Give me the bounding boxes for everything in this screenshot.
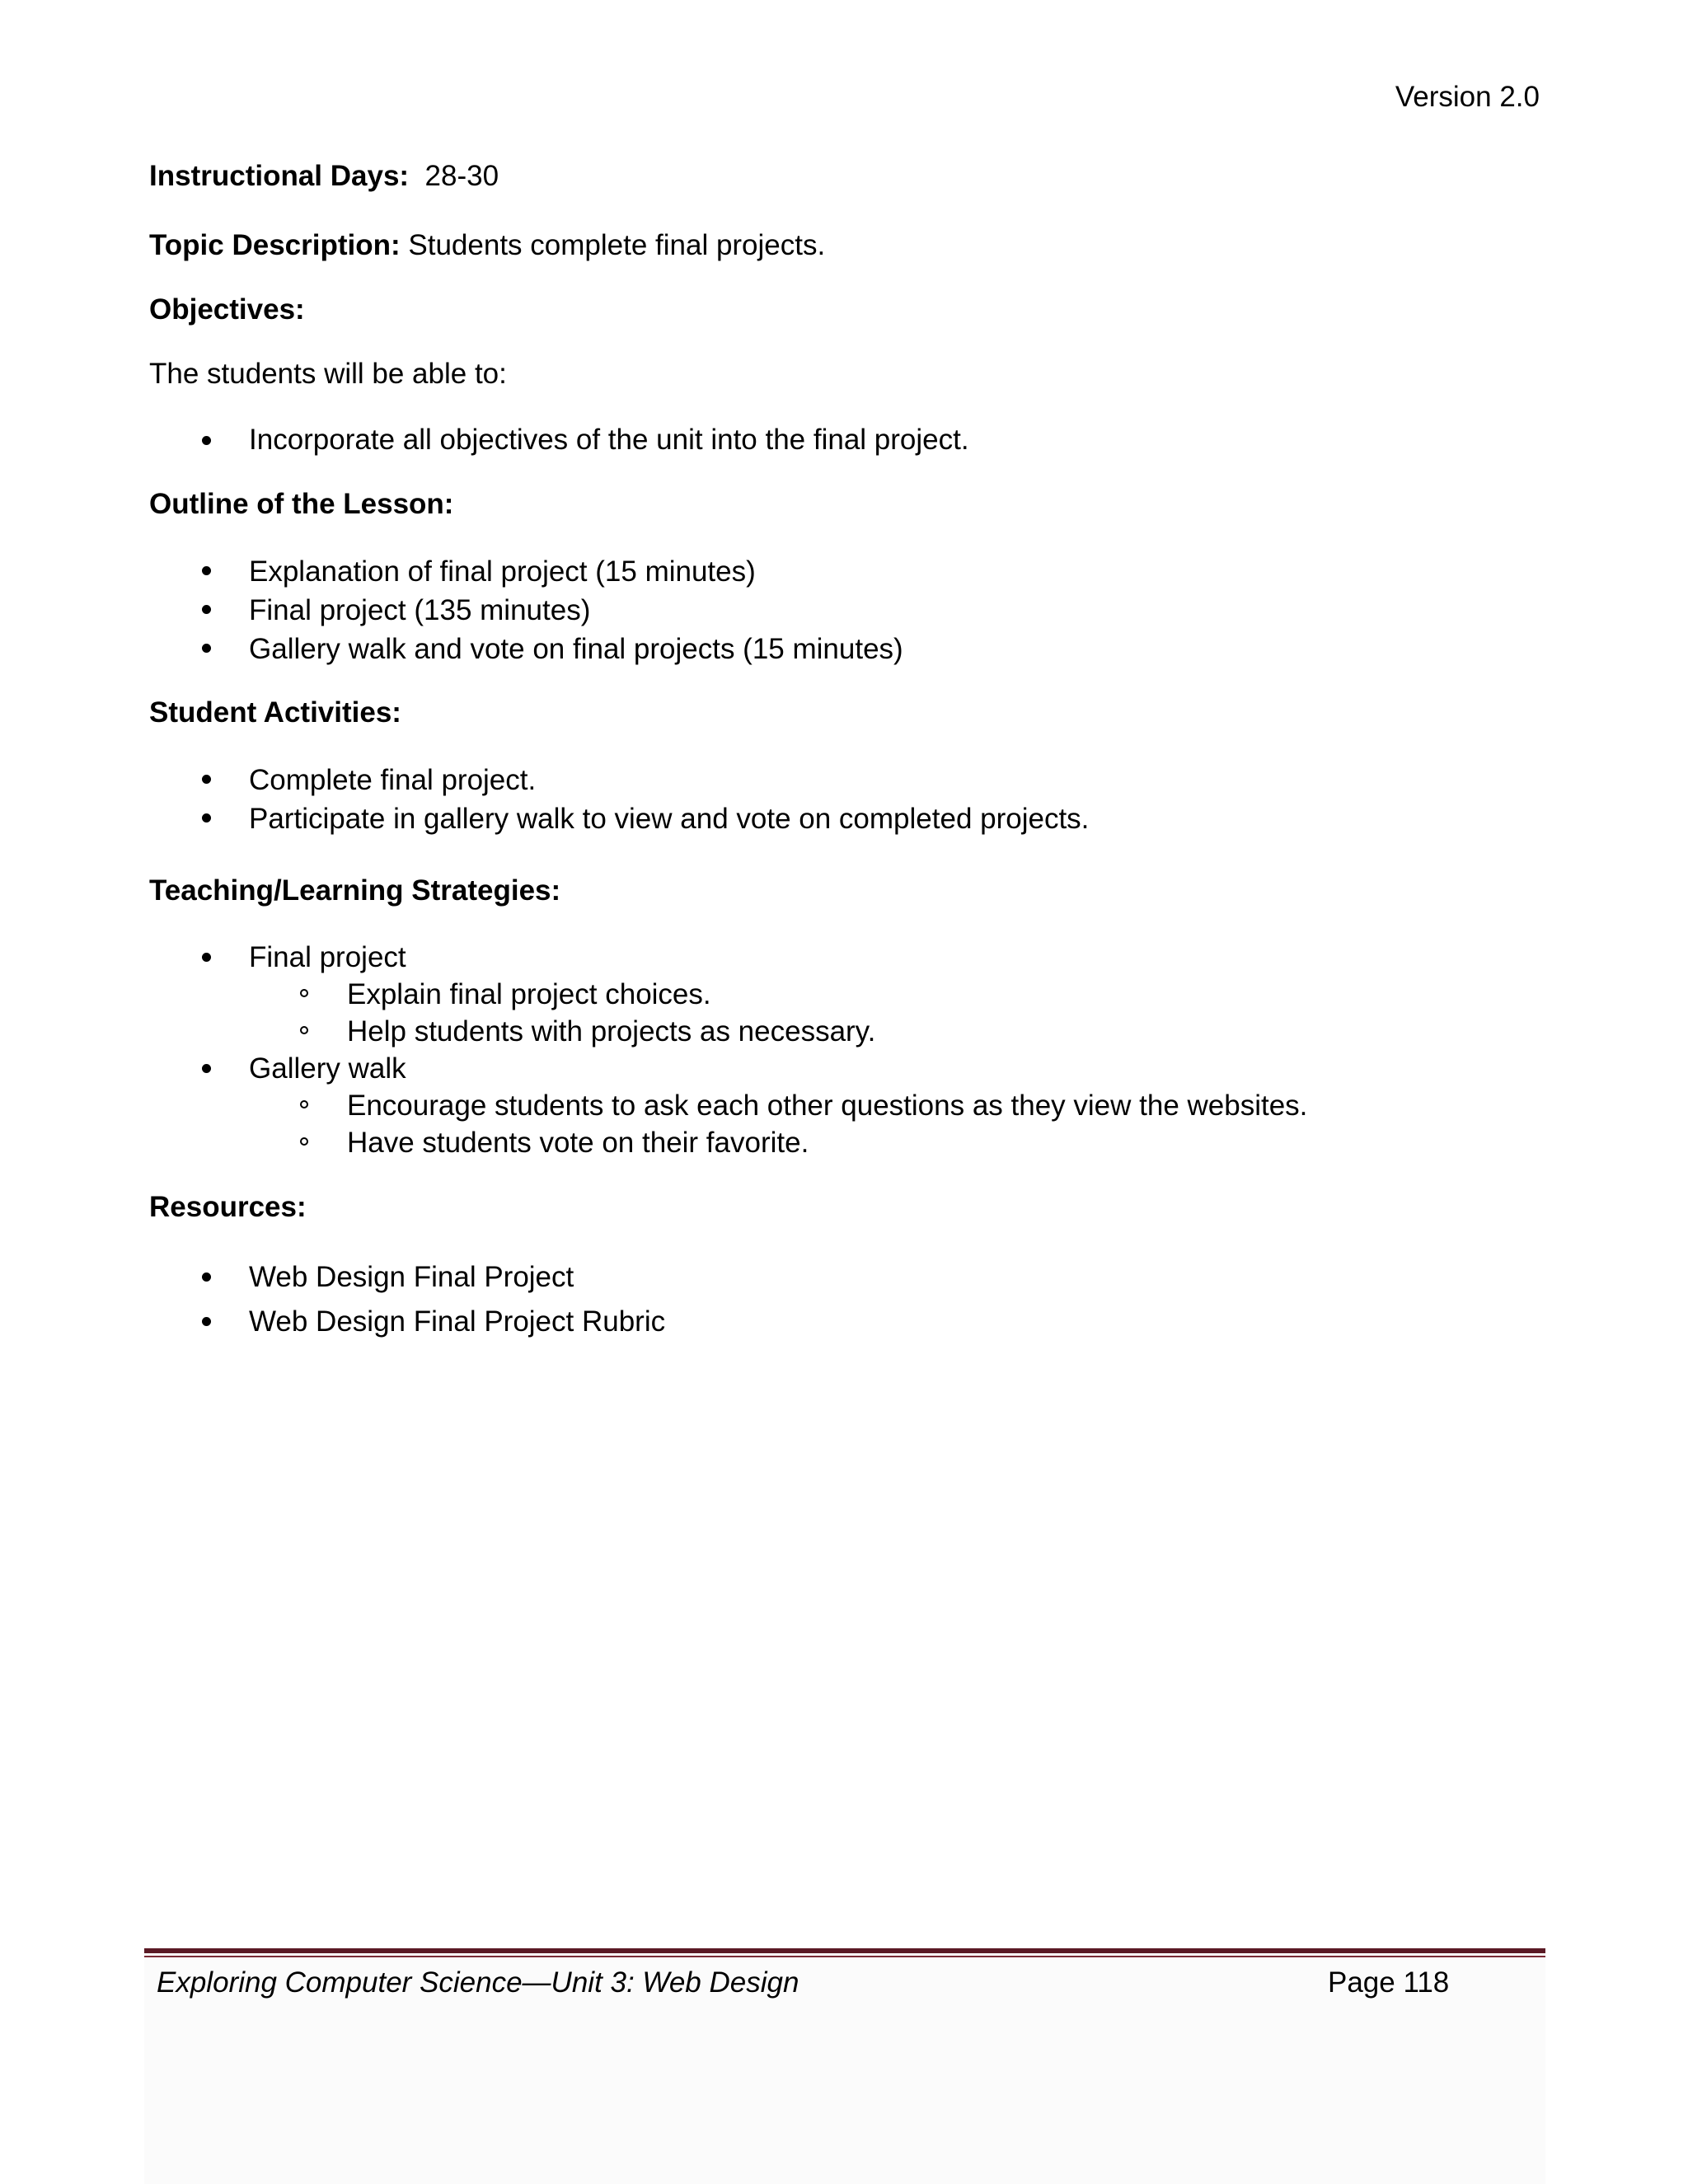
strategies-heading: Teaching/Learning Strategies: bbox=[149, 874, 561, 907]
version-label: Version 2.0 bbox=[1395, 81, 1540, 113]
sub-list-item: Encourage students to ask each other questions as they view the websites. bbox=[149, 1087, 1542, 1124]
list-item: Explanation of final project (15 minutes) bbox=[149, 552, 1542, 591]
circle-bullet-icon bbox=[300, 1026, 308, 1034]
bullet-icon bbox=[202, 436, 211, 445]
topic-description bbox=[149, 227, 1542, 264]
student-activities-heading: Student Activities: bbox=[149, 696, 401, 729]
circle-bullet-icon bbox=[300, 1137, 308, 1146]
circle-bullet-icon bbox=[300, 989, 308, 997]
sub-list bbox=[249, 1087, 1542, 1161]
topic-description-value: Students complete final projects. bbox=[408, 229, 826, 261]
student-activities-list bbox=[149, 761, 1542, 838]
instructional-days-label: Instructional Days: bbox=[149, 160, 410, 192]
bullet-icon bbox=[202, 1272, 211, 1282]
bullet-icon bbox=[202, 953, 211, 962]
page-number: Page 118 bbox=[1328, 1966, 1450, 1999]
bullet-icon bbox=[202, 605, 211, 614]
footer-title: Exploring Computer Science—Unit 3: Web Design bbox=[157, 1966, 799, 1999]
objectives-intro: The students will be able to: bbox=[149, 358, 507, 390]
bullet-icon bbox=[202, 1064, 211, 1073]
bullet-icon bbox=[202, 566, 211, 575]
list-item: Complete final project. bbox=[149, 761, 1542, 799]
bullet-icon bbox=[202, 813, 211, 823]
resources-heading: Resources: bbox=[149, 1191, 307, 1223]
sub-list-item: Explain final project choices. bbox=[149, 976, 1542, 1013]
list-item: Gallery walk Encourage students to ask each other questions as they view the websites. Have students vote on their favorite. bbox=[149, 1050, 1542, 1161]
list-item: Gallery walk and vote on final projects (15 minutes) bbox=[149, 630, 1542, 668]
sub-list-item: Help students with projects as necessary. bbox=[149, 1013, 1542, 1050]
objectives-heading: Objectives: bbox=[149, 293, 305, 326]
footer-rule-thin bbox=[144, 1956, 1545, 1957]
list-item: Participate in gallery walk to view and vote on completed projects. bbox=[149, 799, 1542, 838]
list-item: Web Design Final Project bbox=[149, 1255, 1542, 1300]
footer-rule bbox=[144, 1948, 1545, 1953]
bullet-icon bbox=[202, 775, 211, 784]
list-item: Web Design Final Project Rubric bbox=[149, 1300, 1542, 1344]
outline-list bbox=[149, 552, 1542, 668]
bullet-icon bbox=[202, 1317, 211, 1326]
topic-description-label: Topic Description: bbox=[149, 229, 401, 261]
list-item: Final project (135 minutes) bbox=[149, 591, 1542, 630]
strategies-list bbox=[149, 939, 1542, 1161]
list-item: Final project Explain final project choices. Help students with projects as necessary. bbox=[149, 939, 1542, 1050]
sub-list-item: Have students vote on their favorite. bbox=[149, 1124, 1542, 1161]
instructional-days bbox=[149, 158, 1542, 194]
circle-bullet-icon bbox=[300, 1100, 308, 1108]
resources-list bbox=[149, 1255, 1542, 1344]
list-item: Incorporate all objectives of the unit into the final project. bbox=[149, 422, 1542, 458]
lesson-content bbox=[149, 158, 1542, 1344]
bullet-icon bbox=[202, 644, 211, 653]
objectives-list bbox=[149, 422, 1542, 458]
sub-list bbox=[249, 976, 1542, 1050]
outline-heading: Outline of the Lesson: bbox=[149, 488, 454, 520]
instructional-days-value: 28-30 bbox=[424, 160, 499, 192]
